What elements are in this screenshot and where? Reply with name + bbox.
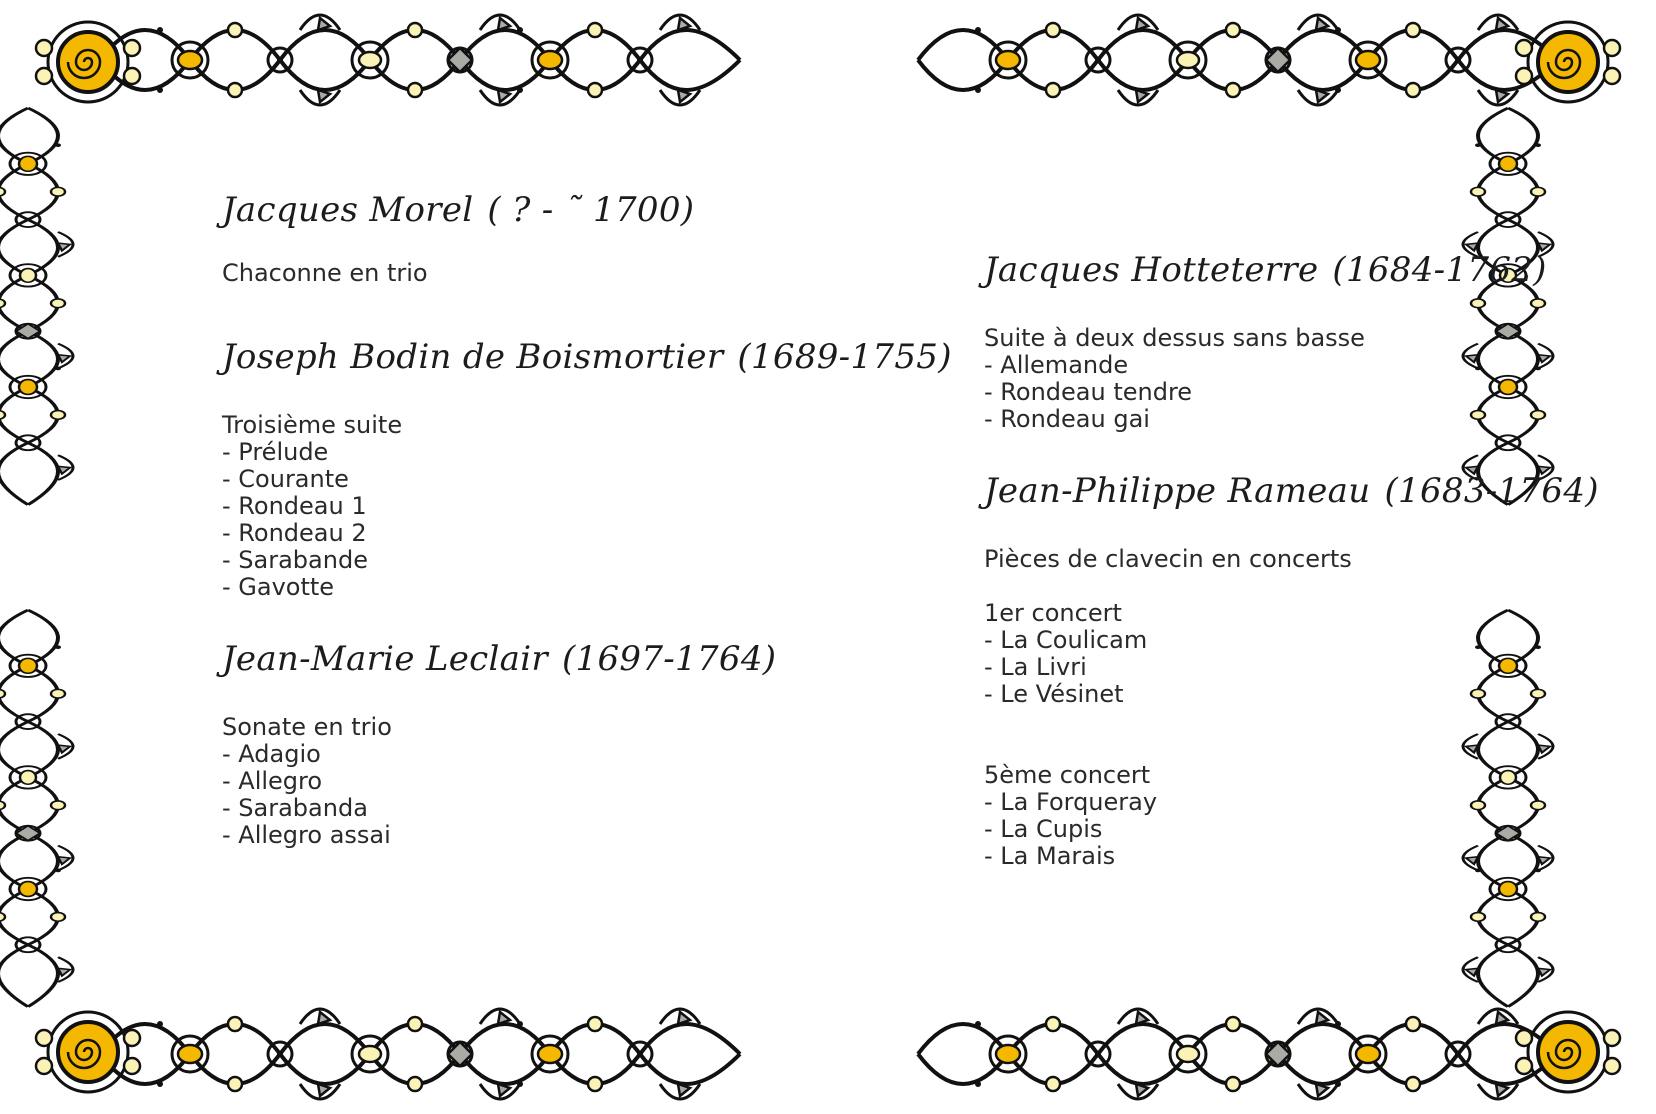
work	[222, 714, 842, 849]
movement: - La Coulicam	[984, 626, 1148, 654]
movement: - La Marais	[984, 842, 1116, 870]
movement: - Rondeau 1	[222, 492, 367, 520]
work-title: 1er concert	[984, 599, 1122, 627]
movement: - Gavotte	[222, 573, 335, 601]
movement: - Rondeau tendre	[984, 378, 1193, 406]
composer-heading	[984, 471, 1599, 511]
composer-dates: (1689-1755)	[737, 337, 952, 377]
work	[984, 600, 1544, 708]
composer-heading	[984, 250, 1547, 290]
section-morel	[222, 190, 842, 287]
work	[984, 762, 1544, 870]
movement: - Allegro	[222, 767, 323, 795]
work-title: Suite à deux dessus sans basse	[984, 324, 1365, 352]
work	[984, 546, 1544, 573]
work-title: 5ème concert	[984, 761, 1151, 789]
movement: - Le Vésinet	[984, 680, 1124, 708]
movement: - Prélude	[222, 438, 329, 466]
composer-heading	[222, 190, 842, 230]
movement: - La Livri	[984, 653, 1087, 681]
composer-dates: (1684-1762)	[1332, 250, 1547, 290]
movement: - La Forqueray	[984, 788, 1158, 816]
composer-dates: (1697-1764)	[561, 639, 777, 679]
left-page-program	[222, 190, 952, 849]
composer-name: Jacques Hotteterre	[984, 250, 1319, 290]
work	[222, 260, 842, 287]
work-title: Chaconne en trio	[222, 259, 428, 287]
movement: - Allemande	[984, 351, 1129, 379]
right-page-program	[984, 250, 1599, 870]
work-title: Sonate en trio	[222, 713, 392, 741]
work-title: Pièces de clavecin en concerts	[984, 545, 1352, 573]
movement: - Sarabande	[222, 546, 368, 574]
composer-name: Jean-Marie Leclair	[222, 639, 548, 679]
movement: - Rondeau 2	[222, 519, 367, 547]
section-leclair	[222, 639, 842, 849]
section-boismortier	[222, 337, 952, 601]
composer-dates: ( ? - ˜ 1700)	[487, 190, 695, 230]
section-hotteterre	[984, 250, 1547, 433]
movement: - Courante	[222, 465, 349, 493]
movement: - Rondeau gai	[984, 405, 1150, 433]
work	[984, 325, 1544, 433]
work-title: Troisième suite	[222, 411, 403, 439]
composer-name: Jean-Philippe Rameau	[984, 471, 1371, 511]
movement: - Sarabanda	[222, 794, 368, 822]
movement: - La Cupis	[984, 815, 1103, 843]
movement: - Allegro assai	[222, 821, 391, 849]
work	[222, 412, 842, 601]
composer-heading	[222, 337, 952, 377]
section-rameau	[984, 471, 1599, 870]
composer-name: Joseph Bodin de Boismortier	[222, 337, 724, 377]
composer-name: Jacques Morel	[222, 190, 474, 230]
movement: - Adagio	[222, 740, 321, 768]
composer-dates: (1683-1764)	[1384, 471, 1599, 511]
composer-heading	[222, 639, 842, 679]
